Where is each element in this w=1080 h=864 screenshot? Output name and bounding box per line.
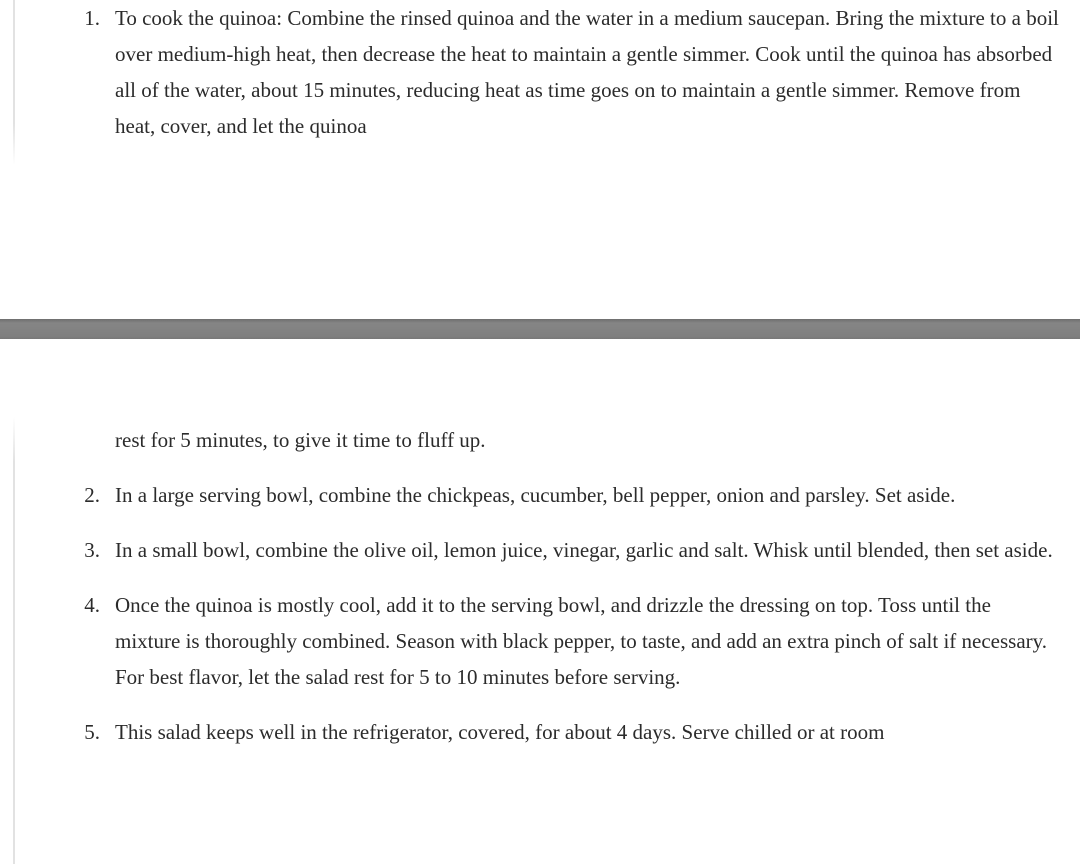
page-break-bar <box>0 319 1080 339</box>
instruction-step-4 <box>71 587 1060 695</box>
instruction-step-1-continuation <box>71 422 1060 458</box>
instruction-step-3 <box>71 532 1060 568</box>
page-edge-line-bottom <box>13 417 15 864</box>
step-text: This salad keeps well in the refrigerator, covered, for about 4 days. Serve chilled or at room <box>115 720 885 744</box>
step-number: 1. <box>84 6 100 30</box>
step-number: 5. <box>84 720 100 744</box>
instruction-step-2 <box>71 477 1060 513</box>
step-text: In a large serving bowl, combine the chickpeas, cucumber, bell pepper, onion and parsley. Set aside. <box>115 483 956 507</box>
page-1-content <box>0 0 1080 144</box>
step-number: 2. <box>84 483 100 507</box>
document-page-2 <box>0 339 1080 864</box>
document-page-1 <box>0 0 1080 319</box>
step-text: In a small bowl, combine the olive oil, lemon juice, vinegar, garlic and salt. Whisk until blended, then set aside. <box>115 538 1053 562</box>
page-edge-line-top <box>13 0 15 165</box>
step-number: 4. <box>84 593 100 617</box>
instruction-step-1 <box>71 0 1060 144</box>
step-text: Once the quinoa is mostly cool, add it to the serving bowl, and drizzle the dressing on top. Toss until the mixture is thoroughly combined. Season with black pepper, to taste, and add an extra pinch of salt if necessary. For best flavor, let the salad rest for 5 to 10 minutes before serving. <box>115 593 1048 689</box>
step-continuation-text: rest for 5 minutes, to give it time to fluff up. <box>115 428 486 452</box>
page-2-content <box>0 339 1080 750</box>
step-number: 3. <box>84 538 100 562</box>
step-text: To cook the quinoa: Combine the rinsed quinoa and the water in a medium saucepan. Bring the mixture to a boil over medium-high heat, then decrease the heat to maintain a gentle simmer. Cook until the quinoa has absorbed all of the water, about 15 minutes, reducing heat as time goes on to maintain a gentle simmer. Remove from heat, cover, and let the quinoa <box>115 6 1059 138</box>
instruction-step-5 <box>71 714 1060 750</box>
